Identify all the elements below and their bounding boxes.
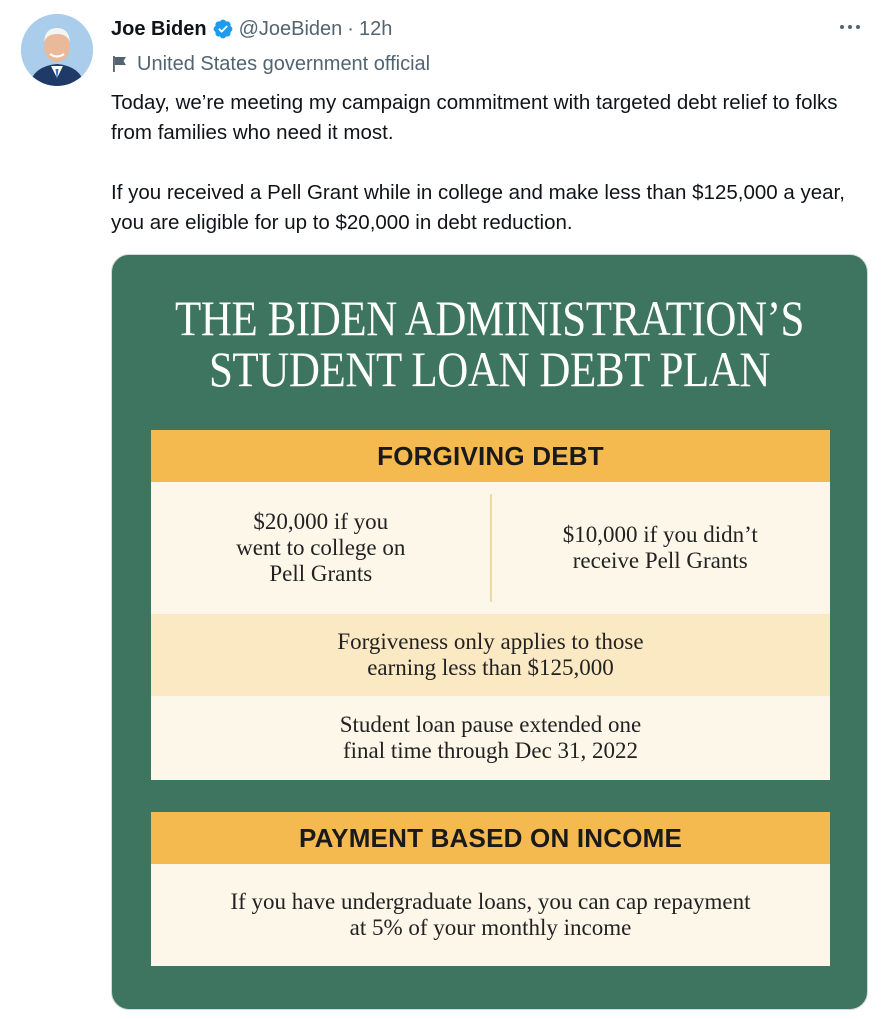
pell-grant-amount — [151, 482, 491, 614]
payment-income-panel — [151, 812, 830, 966]
payment-line-2: at 5% of your monthly income — [349, 915, 632, 940]
forgiving-debt-panel — [151, 430, 830, 780]
infographic-title-line-2: STUDENT LOAN DEBT PLAN — [208, 341, 771, 397]
tweet-paragraph-2: If you received a Pell Grant while in college and make less than $125,000 a year, you are eligible for up to $20,000 in debt reduction. — [111, 181, 845, 234]
payment-line-1: If you have undergraduate loans, you can cap repayment — [230, 889, 751, 914]
flag-icon — [111, 55, 129, 73]
infographic-title-line-1: THE BIDEN ADMINISTRATION’S — [174, 290, 805, 346]
government-label[interactable] — [111, 50, 430, 78]
non-pell-line-1: $10,000 if you didn’t — [562, 522, 758, 547]
payment-income-header: PAYMENT BASED ON INCOME — [151, 812, 830, 864]
avatar[interactable] — [21, 14, 93, 86]
more-options-icon[interactable] — [833, 12, 867, 42]
tweet-media-image[interactable] — [111, 254, 868, 1010]
verified-badge-icon — [212, 18, 234, 40]
loan-pause-note — [151, 696, 830, 780]
column-divider — [490, 494, 492, 602]
tweet-paragraph-1: Today, we’re meeting my campaign commitment with targeted debt relief to folks from families who need it most. — [111, 91, 838, 144]
non-pell-line-2: receive Pell Grants — [572, 548, 748, 573]
government-label-text: United States government official — [137, 52, 431, 75]
income-limit-note — [151, 614, 830, 696]
author-name[interactable]: Joe Biden — [111, 17, 207, 40]
non-pell-amount — [491, 482, 831, 614]
payment-income-body — [151, 864, 830, 966]
pell-line-1: $20,000 if you — [253, 509, 389, 534]
income-limit-line-1: Forgiveness only applies to those — [337, 629, 644, 654]
author-handle[interactable]: @JoeBiden — [238, 17, 343, 40]
pell-line-3: Pell Grants — [269, 561, 373, 586]
income-limit-line-2: earning less than $125,000 — [367, 655, 614, 680]
tweet-text — [111, 88, 871, 238]
loan-pause-line-2: final time through Dec 31, 2022 — [342, 738, 639, 763]
tweet-header — [111, 14, 867, 44]
pell-line-2: went to college on — [236, 535, 406, 560]
forgiving-debt-header: FORGIVING DEBT — [151, 430, 830, 482]
forgiveness-amounts — [151, 482, 830, 614]
loan-pause-line-1: Student loan pause extended one — [339, 712, 642, 737]
infographic-title — [165, 290, 814, 397]
timestamp[interactable]: 12h — [358, 17, 393, 40]
separator-dot: · — [347, 17, 354, 40]
